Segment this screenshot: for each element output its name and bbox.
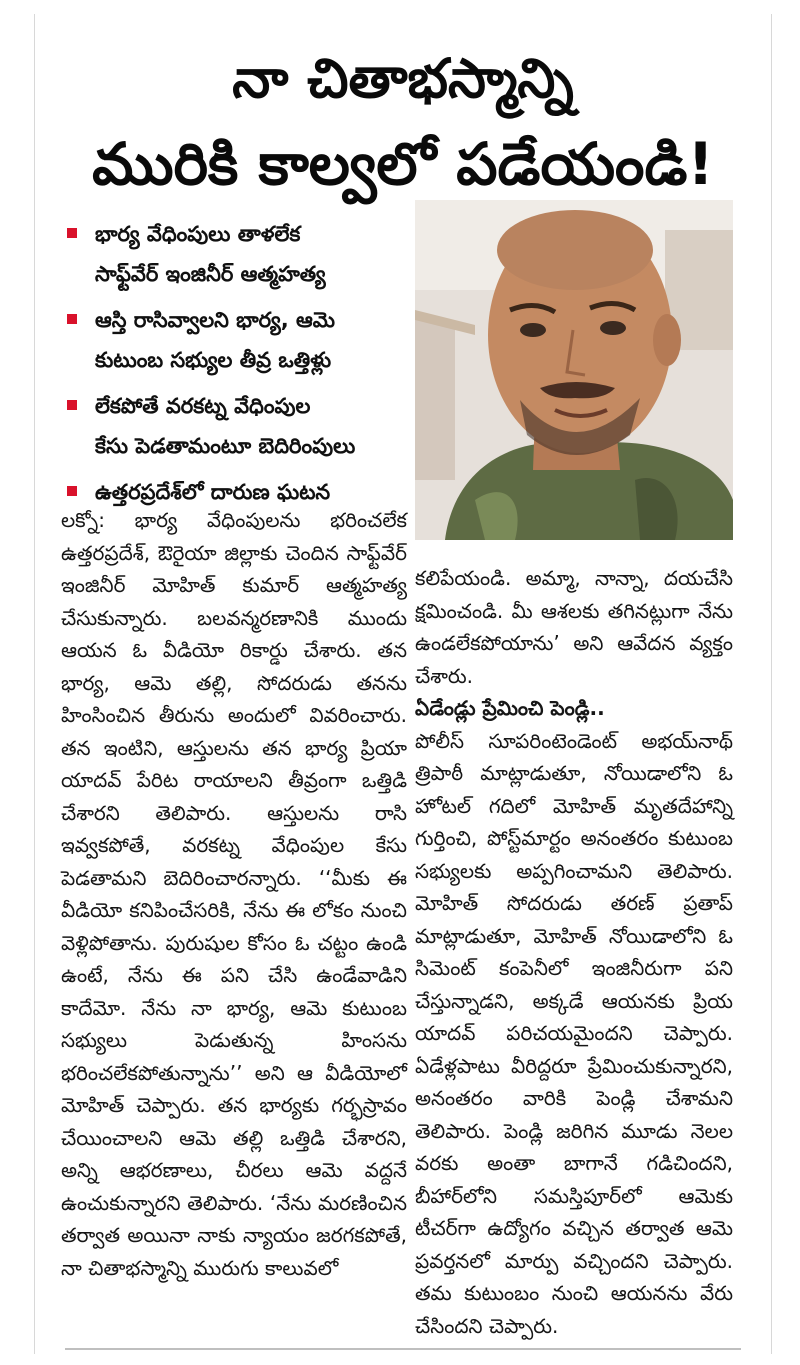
bullet-item — [59, 300, 429, 380]
bullet-item — [59, 214, 429, 294]
article-subheading: ఏడేండ్లు ప్రేమించి పెండ్లి.. — [415, 696, 605, 720]
victim-photo — [415, 200, 733, 540]
bullet-item — [59, 386, 429, 466]
headline-line-2: మురికి కాల్వలో పడేయండి! — [92, 130, 714, 198]
bullet-line: సాఫ్ట్‌వేర్ ఇంజినీర్ ఆత్మహత్య — [95, 262, 326, 286]
bullet-line: ఉత్తరప్రదేశ్‌లో దారుణ ఘటన — [59, 472, 429, 512]
red-square-bullet-icon — [67, 486, 77, 496]
headline-line-1: నా చితాభస్మాన్ని — [232, 47, 574, 110]
article-paragraph: పోలీస్ సూపరింటెండెంట్ అభయ్‌నాథ్ త్రిపాఠీ మాట్లాడుతూ, నోయిడాలోని ఓ హోటల్ గదిలో మోహిత్ మృతదేహాన్ని గుర్తించి, పోస్ట్‌మార్టం అనంతరం కుటుంబ సభ్యులకు అప్పగించామని తెలిపారు. మోహిత్ సోదరుడు తరణ్ ప్రతాప్ మాట్లాడుతూ, మోహిత్ నోయిడాలోని ఓ సిమెంట్ కంపెనీలో ఇంజినీరుగా పని చేస్తున్నాడని, అక్కడే ఆయనకు ప్రియ యాదవ్ పరిచయమైందని చెప్పారు. ఏడేళ్లపాటు వీరిద్దరూ ప్రేమించుకున్నారని, అనంతరం వారికి పెండ్లి చేశామని తెలిపారు. పెండ్లి జరిగిన మూడు నెలల వరకు అంతా బాగానే గడిచిందని, బీహార్‌లోని సమస్తిపూర్‌లో ఆమెకు టీచర్‌గా ఉద్యోగం వచ్చిన తర్వాత ఆమె ప్రవర్తనలో మార్పు వచ్చిందని చెప్పారు. తమ కుటుంబం నుంచి ఆయనను వేరు చేసిందని చెప్పారు. — [415, 728, 733, 1338]
red-square-bullet-icon — [67, 228, 77, 238]
bullet-line: కుటుంబ సభ్యుల తీవ్ర ఒత్తిళ్లు — [95, 348, 332, 372]
newspaper-clipping — [34, 14, 772, 1354]
article-left-column — [61, 504, 407, 1284]
bullet-line: భార్య వేధింపులు తాళలేక — [59, 214, 429, 254]
article-paragraph: లక్నో: భార్య వేధింపులను భరించలేక ఉత్తరప్రదేశ్, ఔరైయా జిల్లాకు చెందిన సాఫ్ట్‌వేర్ ఇంజినీర్ మోహిత్ కుమార్ ఆత్మహత్య చేసుకున్నారు. బలవన్మరణానికి ముందు ఆయన ఓ వీడియో రికార్డు చేశారు. తన భార్య, ఆమె తల్లి, సోదరుడు తనను హింసించిన తీరును అందులో వివరించారు. తన ఇంటిని, ఆస్తులను తన భార్య ప్రియా యాదవ్ పేరిట రాయాలని తీవ్రంగా ఒత్తిడి చేశారని తెలిపారు. ఆస్తులను రాసి ఇవ్వకపోతే, వరకట్న వేధింపుల కేసు పెడతామని బెదిరించారన్నారు. ‘‘మీకు ఈ వీడియో కనిపించేసరికి, నేను ఈ లోకం నుంచి వెళ్లిపోతాను. పురుషుల కోసం ఓ చట్టం ఉండి ఉంటే, నేను ఈ పని చేసి ఉండేవాడిని కాదేమో. నేను నా భార్య, ఆమె కుటుంబ సభ్యులు పెడుతున్న హింసను భరించలేకపోతున్నాను’’ అని ఆ వీడియోలో మోహిత్ చెప్పారు. తన భార్యకు గర్భస్రావం చేయించాలని ఆమె తల్లి ఒత్తిడి చేశారని, అన్ని ఆభరణాలు, చీరలు ఆమె వద్దనే ఉంచుకున్నారని తెలిపారు. ‘నేను మరణించిన తర్వాత అయినా నాకు న్యాయం జరగకపోతే, నా చితాభస్మాన్ని మురుగు కాలువలో — [61, 508, 407, 1280]
article-right-column — [415, 562, 733, 1342]
bullet-line: కేసు పెడతామంటూ బెదిరింపులు — [95, 434, 356, 458]
article-paragraph: కలిపేయండి. అమ్మా, నాన్నా, దయచేసి క్షమించండి. మీ ఆశలకు తగినట్లుగా నేను ఉండలేకపోయాను’ అని ఆవేదన వ్యక్తం చేశారు. — [415, 566, 733, 688]
bullet-line: ఆస్తి రాసివ్వాలని భార్య, ఆమె — [59, 300, 429, 340]
bottom-divider — [65, 1348, 741, 1350]
bullet-line: లేకపోతే వరకట్న వేధింపుల — [59, 386, 429, 426]
red-square-bullet-icon — [67, 400, 77, 410]
red-square-bullet-icon — [67, 314, 77, 324]
bullet-list — [59, 214, 429, 518]
